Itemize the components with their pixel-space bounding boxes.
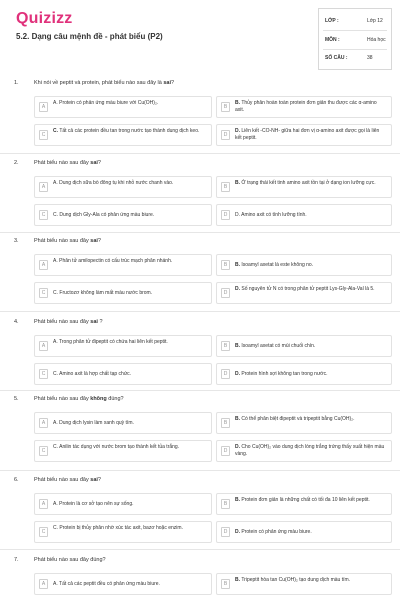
option-letter: D — [221, 527, 230, 537]
page-header — [0, 0, 400, 70]
divider — [323, 49, 387, 50]
option-letter: B — [221, 418, 230, 428]
option-text: D. Amino axit có tính lưỡng tính. — [235, 212, 307, 218]
option-text: C. Fructozơ không làm mất màu nước brom. — [53, 290, 153, 296]
option-text: B. Ở trạng thái kết tinh amino axit tồn tại ở dạng ion lưỡng cực. — [235, 180, 376, 186]
meta-question-count — [325, 55, 387, 65]
question-number: 3. — [14, 238, 19, 244]
option-a[interactable] — [34, 335, 212, 357]
question-number: 7. — [14, 557, 19, 563]
option-c[interactable] — [34, 124, 212, 146]
question-number: 1. — [14, 80, 19, 86]
question-text: Phát biểu nào sau đây sai? — [34, 477, 101, 483]
question-text: Phát biểu nào sau đây sai? — [34, 238, 101, 244]
option-text: B. Isoamyl axetat có mùi chuối chín. — [235, 343, 316, 349]
option-text: A. Tất cả các peptit đều có phản ứng màu biure. — [53, 581, 160, 587]
option-letter: A — [39, 182, 48, 192]
option-a[interactable] — [34, 96, 212, 118]
option-letter: B — [221, 499, 230, 509]
option-text: B. Tripeptit hòa tan Cu(OH)₂ tạo dung dịch màu tím. — [235, 577, 351, 583]
option-c[interactable] — [34, 440, 212, 462]
option-text: C. Tất cả các protein đều tan trong nước tạo thành dung dịch keo. — [53, 128, 200, 134]
meta-info-box — [318, 8, 392, 70]
option-b[interactable] — [216, 254, 392, 276]
meta-key: LỚP : — [325, 18, 339, 24]
option-text: B. Thủy phân hoàn toàn protein đơn giản thu được các α-amino axit. — [235, 100, 377, 113]
option-d[interactable] — [216, 521, 392, 543]
option-text: D. Cho Cu(OH)₂ vào dung dịch lòng trắng trứng thấy xuất hiện màu vàng. — [235, 444, 385, 457]
option-letter: D — [221, 210, 230, 220]
option-b[interactable] — [216, 573, 392, 595]
option-text: A. Dung dịch sữa bò đông tụ khi nhỏ nước chanh vào. — [53, 180, 174, 186]
divider — [0, 153, 400, 154]
option-text: C. Dung dịch Gly-Ala có phản ứng màu biure. — [53, 212, 155, 218]
quizizz-logo: Quizizz — [16, 10, 73, 27]
option-c[interactable] — [34, 363, 212, 385]
option-c[interactable] — [34, 521, 212, 543]
option-b[interactable] — [216, 335, 392, 357]
option-d[interactable] — [216, 440, 392, 462]
option-text: B. Có thể phân biệt đipeptit và tripeptit bằng Cu(OH)₂. — [235, 416, 355, 422]
option-letter: D — [221, 446, 230, 456]
meta-subject — [325, 37, 387, 47]
option-d[interactable] — [216, 124, 392, 146]
question-number: 4. — [14, 319, 19, 325]
option-letter: B — [221, 341, 230, 351]
option-text: C. Amino axit là hợp chất tạp chức. — [53, 371, 132, 377]
option-a[interactable] — [34, 493, 212, 515]
question-number: 5. — [14, 396, 19, 402]
divider — [0, 311, 400, 312]
question-text: Phát biểu nào sau đây đúng? — [34, 557, 106, 563]
divider — [0, 232, 400, 233]
option-d[interactable] — [216, 282, 392, 304]
option-text: D. Protein hình sợi không tan trong nước. — [235, 371, 328, 377]
option-text: B. Protein đơn giản là những chất có tối đa 10 liên kết peptit. — [235, 497, 370, 503]
option-text: B. Isoamyl axetat là este không no. — [235, 262, 314, 268]
option-c[interactable] — [34, 282, 212, 304]
option-letter: B — [221, 260, 230, 270]
question-number: 2. — [14, 160, 19, 166]
option-b[interactable] — [216, 412, 392, 434]
option-letter: A — [39, 499, 48, 509]
meta-grade — [325, 18, 387, 28]
option-text: C. Protein bị thủy phân nhờ xúc tác axit, bazơ hoặc enzim. — [53, 525, 183, 531]
meta-value: 38 — [367, 55, 373, 61]
option-text: A. Phân tử amilopectin có cấu trúc mạch phân nhánh. — [53, 258, 173, 264]
option-letter: B — [221, 182, 230, 192]
divider — [323, 30, 387, 31]
option-letter: A — [39, 418, 48, 428]
question-number: 6. — [14, 477, 19, 483]
question-text: Phát biểu nào sau đây sai ? — [34, 319, 103, 325]
option-letter: A — [39, 102, 48, 112]
option-text: C. Anilin tác dụng với nước brom tạo thành kết tủa trắng. — [53, 444, 180, 450]
option-a[interactable] — [34, 412, 212, 434]
option-b[interactable] — [216, 176, 392, 198]
meta-value: Lớp 12 — [367, 18, 383, 24]
option-a[interactable] — [34, 254, 212, 276]
question-text: Phát biểu nào sau đây không đúng? — [34, 396, 124, 402]
question-text: Khi nói về peptit và protein, phát biểu nào sau đây là sai? — [34, 80, 175, 86]
option-letter: D — [221, 288, 230, 298]
option-letter: C — [39, 446, 48, 456]
option-letter: A — [39, 260, 48, 270]
option-text: D. Protein có phản ứng màu biure. — [235, 529, 312, 535]
option-letter: D — [221, 369, 230, 379]
option-text: A. Protein là cơ sở tạo nên sự sống. — [53, 501, 134, 507]
divider — [0, 549, 400, 550]
option-letter: C — [39, 210, 48, 220]
option-text: D. Số nguyên tử N có trong phân tử peptit Lys-Gly-Ala-Val là 5. — [235, 286, 375, 292]
option-letter: C — [39, 527, 48, 537]
option-letter: C — [39, 130, 48, 140]
option-text: A. Trong phân tử đipeptit có chứa hai liên kết peptit. — [53, 339, 168, 345]
option-letter: B — [221, 102, 230, 112]
option-text: A. Dung dịch lysin làm xanh quỳ tím. — [53, 420, 134, 426]
option-text: D. Liên kết -CO-NH- giữa hai đơn vị α-amino axit được gọi là liên kết peptit. — [235, 128, 380, 141]
meta-value: Hóa học — [367, 37, 386, 43]
page-title: 5.2. Dạng câu mệnh đề - phát biểu (P2) — [16, 32, 163, 41]
option-letter: A — [39, 341, 48, 351]
option-letter: D — [221, 130, 230, 140]
divider — [0, 390, 400, 391]
option-c[interactable] — [34, 204, 212, 226]
option-letter: C — [39, 369, 48, 379]
option-b[interactable] — [216, 96, 392, 118]
option-b[interactable] — [216, 493, 392, 515]
option-a[interactable] — [34, 573, 212, 595]
question-text: Phát biểu nào sau đây sai? — [34, 160, 101, 166]
divider — [0, 470, 400, 471]
option-letter: C — [39, 288, 48, 298]
option-d[interactable] — [216, 363, 392, 385]
option-letter: A — [39, 579, 48, 589]
meta-key: SỐ CÂU : — [325, 55, 348, 61]
meta-key: MÔN : — [325, 37, 340, 43]
option-text: A. Protein có phản ứng màu biure với Cu(OH)₂. — [53, 100, 159, 106]
option-letter: B — [221, 579, 230, 589]
option-d[interactable] — [216, 204, 392, 226]
option-a[interactable] — [34, 176, 212, 198]
